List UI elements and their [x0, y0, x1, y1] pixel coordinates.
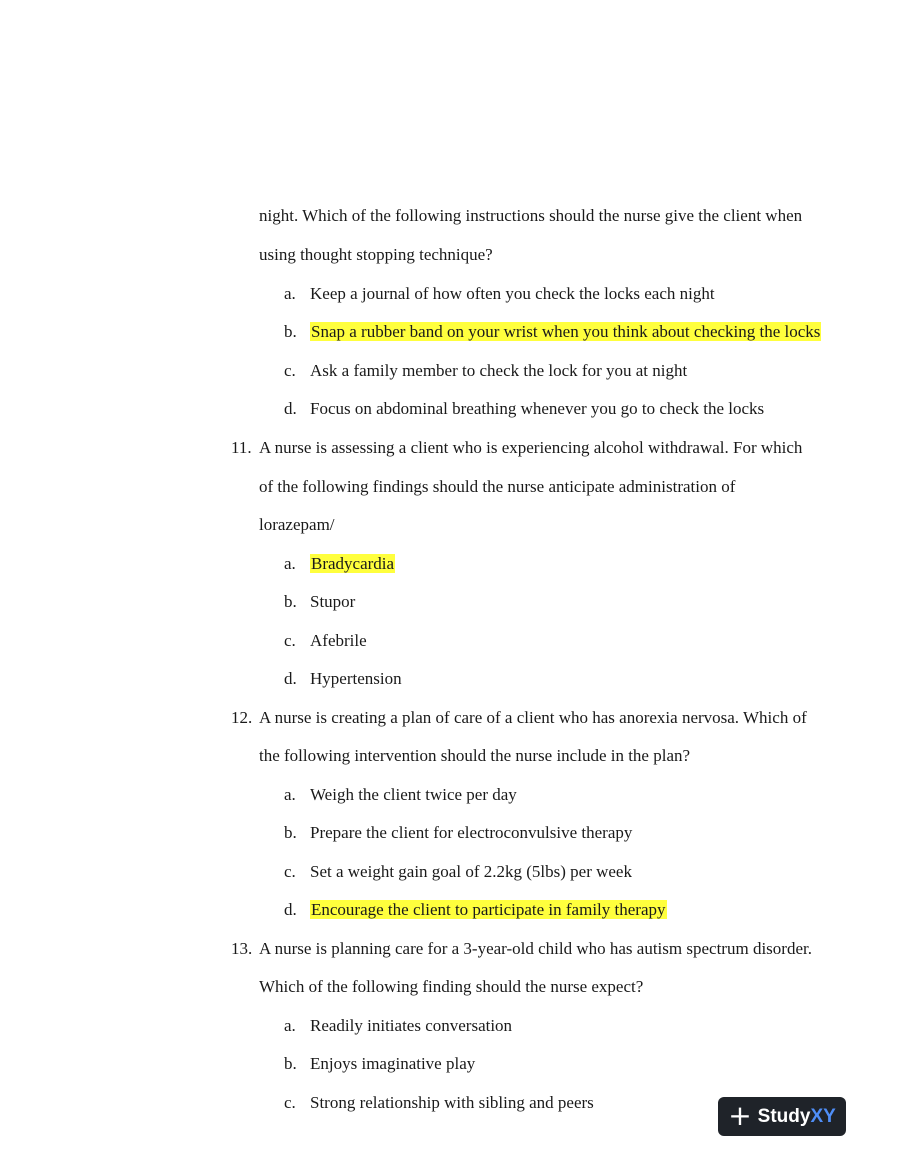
q12-stem-line-1: A nurse is creating a plan of care of a client who has anorexia nervosa. Which of: [259, 708, 807, 727]
q11-stem-line-3: lorazepam/: [259, 515, 335, 534]
q10-option-a-letter: a.: [284, 284, 296, 303]
q11-option-c-text: Afebrile: [310, 631, 367, 650]
q13-option-b-letter: b.: [284, 1054, 297, 1073]
q13-stem-line-1: A nurse is planning care for a 3-year-old child who has autism spectrum disorder.: [259, 939, 812, 958]
q12-option-b-letter: b.: [284, 823, 297, 842]
q10-option-c-letter: c.: [284, 361, 296, 380]
q11-option-b-letter: b.: [284, 592, 297, 611]
q12-number: 12.: [231, 708, 253, 727]
highlighted-answer: Snap a rubber band on your wrist when you think about checking the locks: [311, 322, 821, 341]
q12-option-d-letter: d.: [284, 900, 297, 919]
q12-option-a-text: Weigh the client twice per day: [310, 785, 517, 804]
q12-stem-line-2: the following intervention should the nurse include in the plan?: [259, 746, 691, 765]
q12-option-c-letter: c.: [284, 862, 296, 881]
q12-option-d-text: [310, 899, 667, 921]
badge-brand: [758, 1106, 836, 1128]
q11-option-a-letter: a.: [284, 554, 296, 573]
q10-option-d-letter: d.: [284, 399, 297, 418]
plus-icon: +: [728, 1098, 752, 1132]
q11-option-d-text: Hypertension: [310, 669, 402, 688]
studyxy-badge[interactable]: [718, 1097, 846, 1136]
q13-number: 13.: [231, 939, 253, 958]
q11-option-a-text: [310, 553, 395, 575]
q10-option-b-text: [310, 321, 821, 343]
q10-option-b-letter: b.: [284, 322, 297, 341]
q11-stem-line-2: of the following findings should the nurse anticipate administration of: [259, 477, 736, 496]
q12-option-a-letter: a.: [284, 785, 296, 804]
highlighted-answer: Encourage the client to participate in family therapy: [311, 900, 666, 919]
q10-stem-line-2: using thought stopping technique?: [259, 245, 493, 264]
q12-option-c-text: Set a weight gain goal of 2.2kg (5lbs) per week: [310, 862, 632, 881]
q11-stem-line-1: A nurse is assessing a client who is experiencing alcohol withdrawal. For which: [259, 438, 803, 457]
q10-stem-line-1: night. Which of the following instructions should the nurse give the client when: [259, 206, 803, 225]
highlighted-answer: Bradycardia: [311, 554, 395, 573]
q13-stem-line-2: Which of the following finding should the nurse expect?: [259, 977, 644, 996]
q13-option-a-letter: a.: [284, 1016, 296, 1035]
q13-option-c-text: Strong relationship with sibling and peers: [310, 1093, 594, 1112]
q10-option-a-text: Keep a journal of how often you check the locks each night: [310, 284, 715, 303]
q11-option-c-letter: c.: [284, 631, 296, 650]
badge-brand-accent: XY: [810, 1105, 836, 1127]
q13-option-b-text: Enjoys imaginative play: [310, 1054, 476, 1073]
q13-option-c-letter: c.: [284, 1093, 296, 1112]
q10-option-c-text: Ask a family member to check the lock for you at night: [310, 361, 688, 380]
badge-brand-main: Study: [757, 1105, 811, 1127]
q13-option-a-text: Readily initiates conversation: [310, 1016, 513, 1035]
q10-option-d-text: Focus on abdominal breathing whenever you go to check the locks: [310, 399, 765, 418]
q11-number: 11.: [231, 438, 252, 457]
q12-option-b-text: Prepare the client for electroconvulsive therapy: [310, 823, 633, 842]
q11-option-b-text: Stupor: [310, 592, 356, 611]
q11-option-d-letter: d.: [284, 669, 297, 688]
